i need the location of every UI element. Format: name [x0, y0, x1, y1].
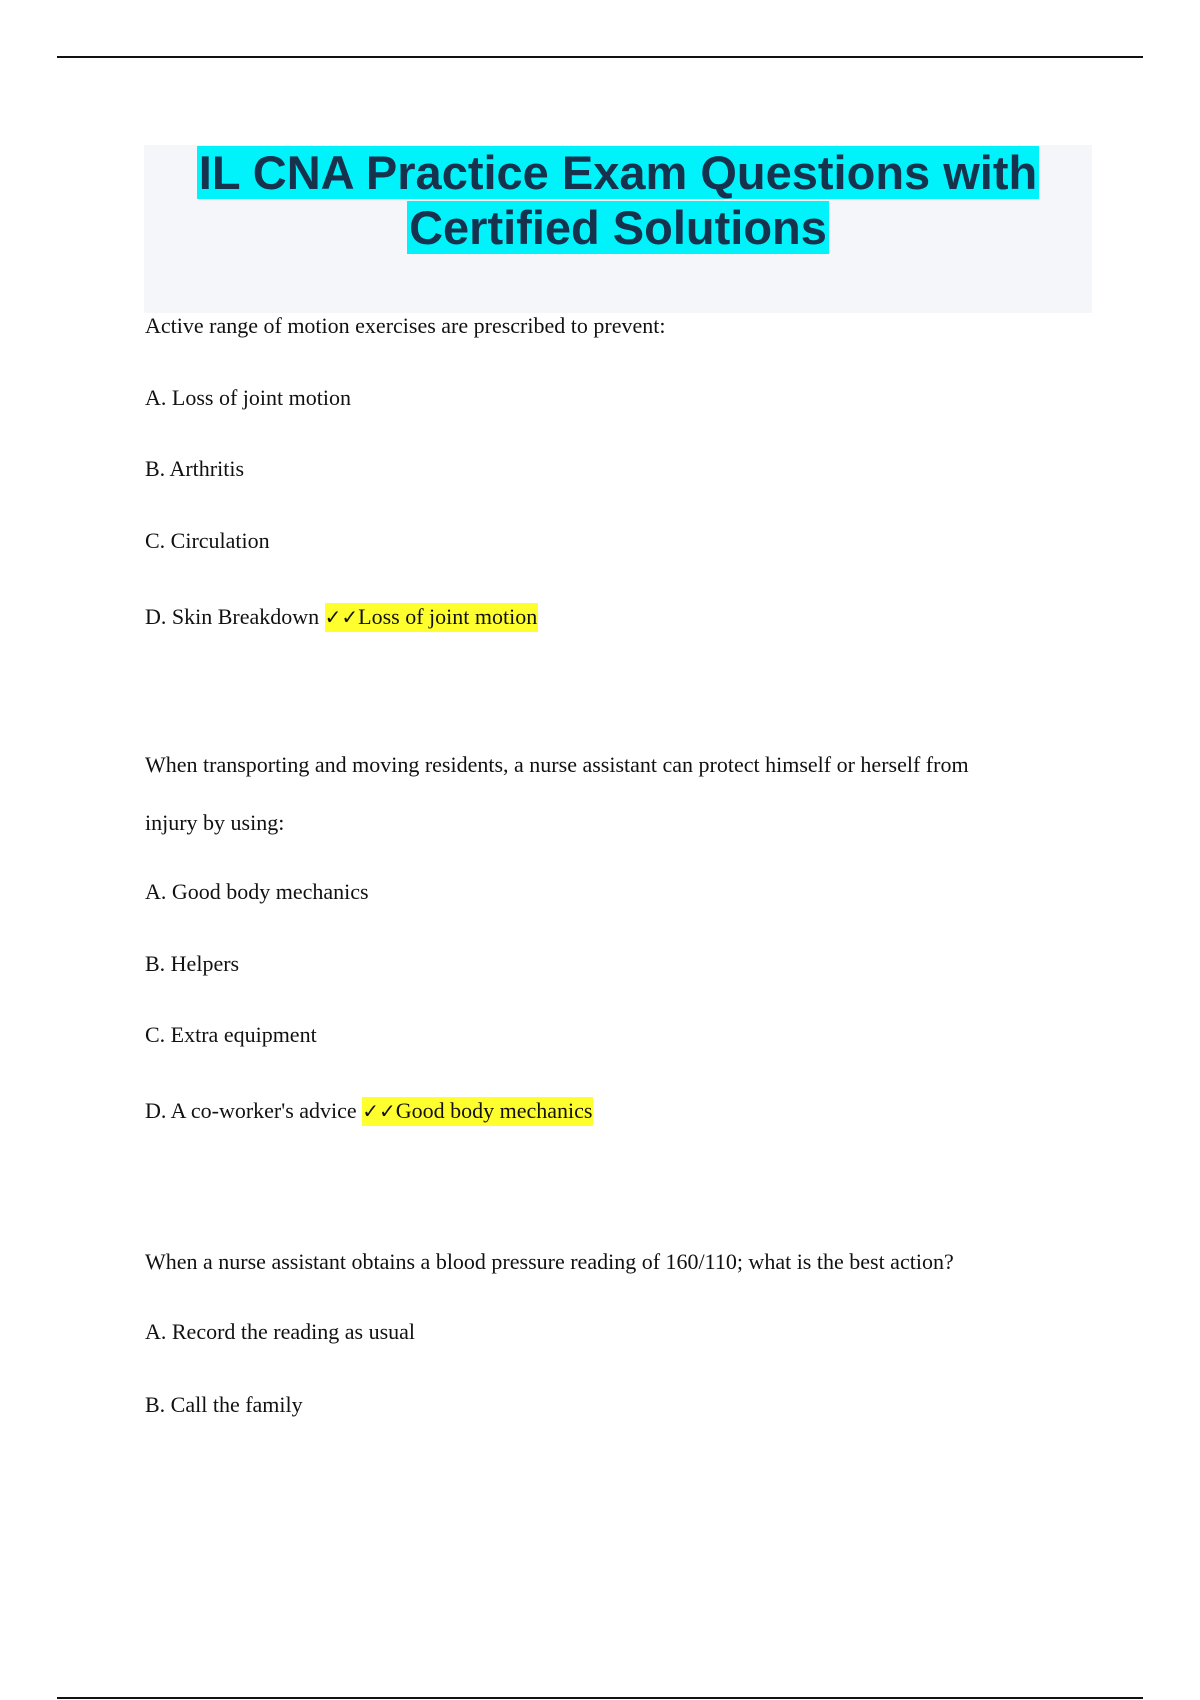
question-2-stem-line-1: When transporting and moving residents, a nurse assistant can protect himself or herself from: [145, 752, 969, 777]
question-3-option-b: B. Call the family: [145, 1392, 303, 1417]
top-rule: [57, 56, 1143, 58]
question-3-stem: When a nurse assistant obtains a blood pressure reading of 160/110; what is the best action?: [145, 1249, 954, 1274]
question-2-option-b: B. Helpers: [145, 951, 240, 976]
question-1-option-c: C. Circulation: [145, 528, 270, 553]
bottom-rule: [57, 1697, 1143, 1699]
title-line-1: IL CNA Practice Exam Questions with: [198, 146, 1038, 199]
question-2-answer-text: Good body mechanics: [395, 1098, 593, 1123]
question-1-stem: Active range of motion exercises are prescribed to prevent:: [145, 313, 666, 338]
question-2-option-d: D. A co-worker's advice: [145, 1098, 357, 1123]
question-1-option-d: D. Skin Breakdown: [145, 604, 320, 629]
check-mark-icon: ✓✓: [324, 605, 359, 629]
question-1-option-a: A. Loss of joint motion: [145, 385, 351, 410]
question-3-option-a: A. Record the reading as usual: [145, 1319, 416, 1344]
question-1-answer-text: Loss of joint motion: [358, 604, 538, 629]
question-2-option-a: A. Good body mechanics: [145, 879, 369, 904]
question-2-answer: [362, 1097, 593, 1126]
document-title: [144, 145, 1092, 255]
question-1-option-d-row: [145, 602, 538, 632]
title-line-2: Certified Solutions: [409, 201, 827, 254]
question-1-answer: [325, 603, 539, 632]
question-2-option-d-row: [145, 1096, 593, 1126]
question-1-option-b: B. Arthritis: [145, 456, 245, 481]
question-2-option-c: C. Extra equipment: [145, 1022, 317, 1047]
check-mark-icon: ✓✓: [362, 1099, 396, 1123]
question-2-stem-line-2: injury by using:: [145, 810, 285, 835]
